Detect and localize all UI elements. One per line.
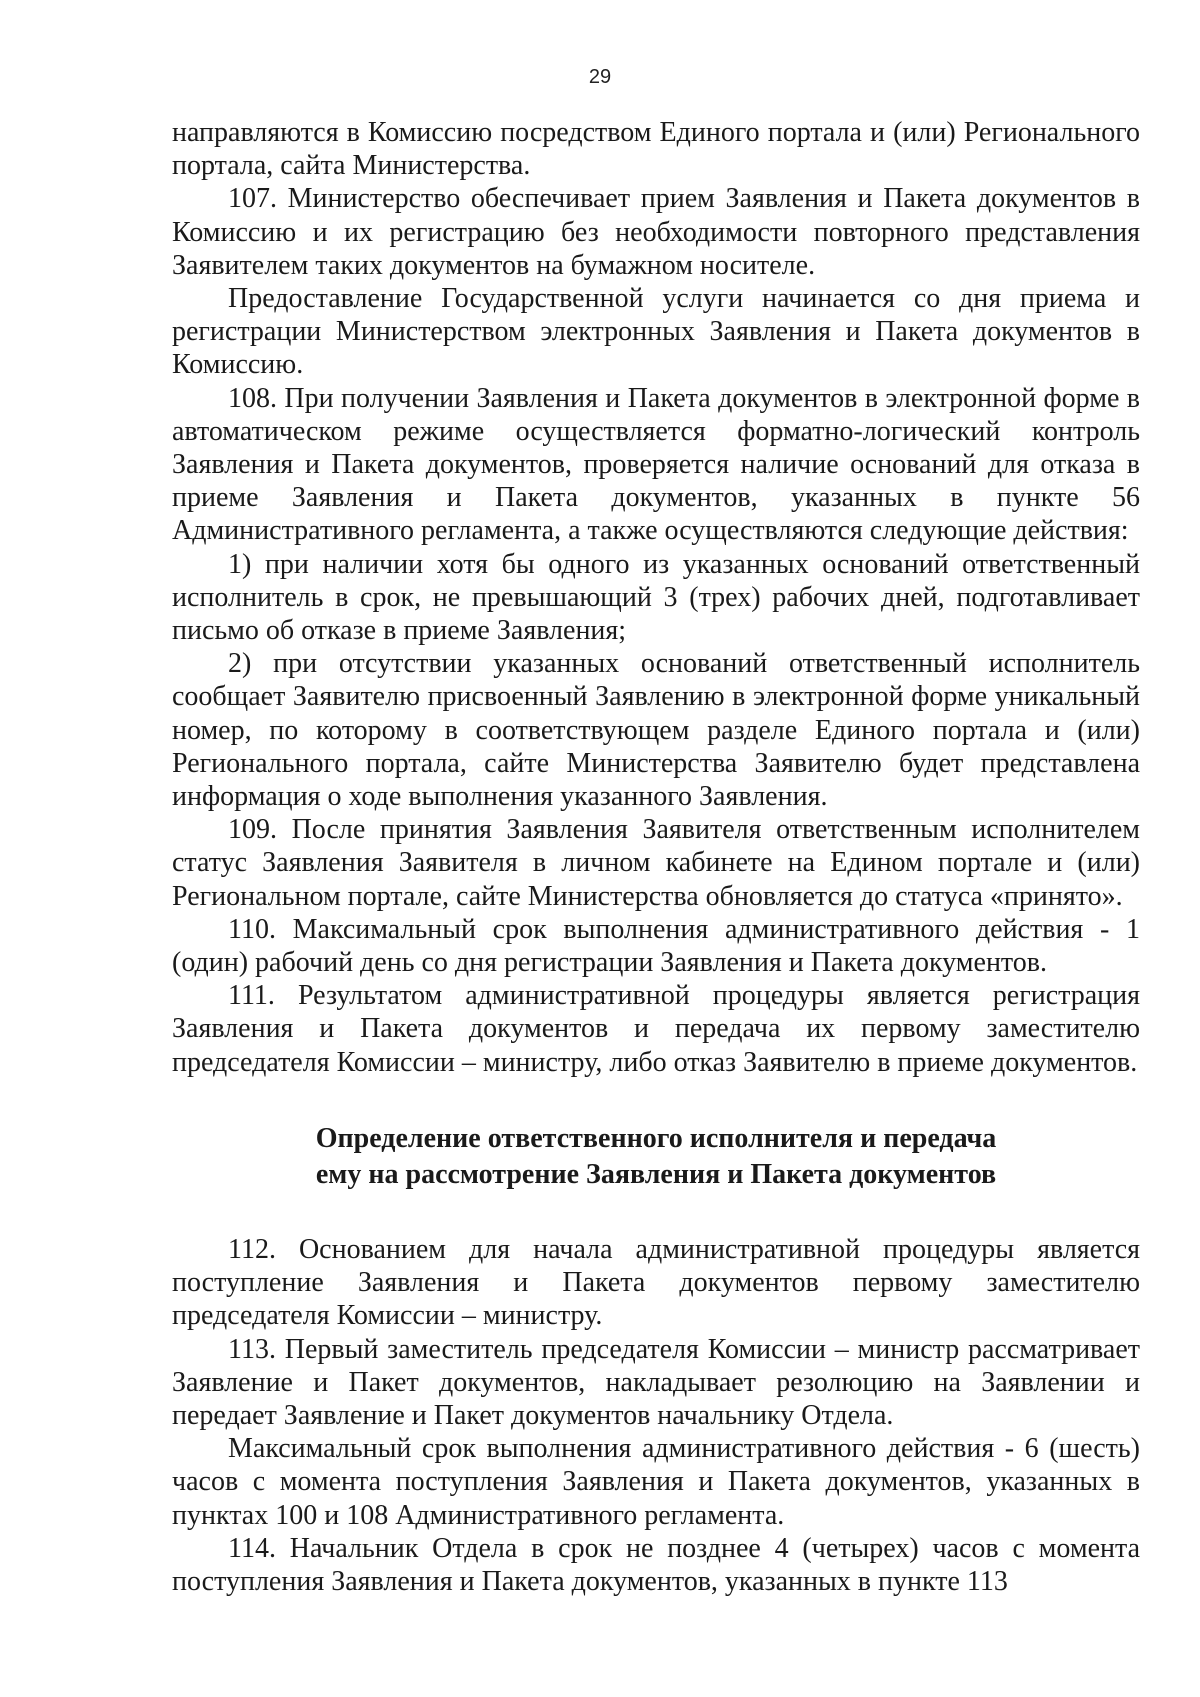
paragraph-111: 111. Результатом административной процедуры является регистрация Заявления и Пакета документов и передача их первому заместителю председателя Комиссии – министру, либо отказ Заявителю в приеме документов.: [172, 980, 1140, 1078]
section-heading-line-1: Определение ответственного исполнителя и передача: [315, 1122, 997, 1154]
section-heading-line-2: ему на рассмотрение Заявления и Пакета документов: [315, 1158, 997, 1190]
paragraph-112: 112. Основанием для начала административной процедуры является поступление Заявления и Пакета документов первому заместителю председателя Комиссии – министру.: [172, 1233, 1140, 1332]
paragraph: направляются в Комиссию посредством Единого портала и (или) Регионального портала, сайта Министерства.: [172, 117, 1140, 182]
paragraph-108: 108. При получении Заявления и Пакета документов в электронной форме в автоматическом режиме осуществляется форматно-логический контроль Заявления и Пакета документов, проверяется наличие оснований для отказа в приеме Заявления и Пакета документов, указанных в пункте 56 Административного регламента, а также осуществляются следующие действия:: [172, 382, 1140, 547]
paragraph-109: 109. После принятия Заявления Заявителя ответственным исполнителем статус Заявления Заявителя в личном кабинете на Едином портале и (или) Региональном портале, сайте Министерства обновляется до статуса «принято».: [172, 814, 1140, 912]
page-number: 29: [588, 66, 612, 88]
section-heading: [172, 1121, 1140, 1193]
paragraph-113: 113. Первый заместитель председателя Комиссии – министр рассматривает Заявление и Пакет документов, накладывает резолюцию на Заявлении и передает Заявление и Пакет документов начальнику Отдела.: [172, 1333, 1140, 1431]
list-item-2: 2) при отсутствии указанных оснований ответственный исполнитель сообщает Заявителю присвоенный Заявлению в электронной форме уникальный номер, по которому в соответствующем разделе Единого портала и (или) Регионального портала, сайте Министерства Заявителю будет представлена информация о ходе выполнения указанного Заявления.: [172, 648, 1140, 813]
paragraph-110: 110. Максимальный срок выполнения административного действия - 1 (один) рабочий день со дня регистрации Заявления и Пакета документов.: [172, 913, 1140, 979]
paragraph: Предоставление Государственной услуги начинается со дня приема и регистрации Министерством электронных Заявления и Пакета документов в Комиссию.: [172, 283, 1140, 381]
list-item-1: 1) при наличии хотя бы одного из указанных оснований ответственный исполнитель в срок, не превышающий 3 (трех) рабочих дней, подготавливает письмо об отказе в приеме Заявления;: [172, 548, 1140, 647]
document-body: [172, 116, 1140, 1598]
paragraph-107: 107. Министерство обеспечивает прием Заявления и Пакета документов в Комиссию и их регистрацию без необходимости повторного представления Заявителем таких документов на бумажном носителе.: [172, 183, 1140, 281]
paragraph: Максимальный срок выполнения административного действия - 6 (шесть) часов с момента поступления Заявления и Пакета документов, указанных в пунктах 100 и 108 Административного регламента.: [172, 1433, 1140, 1531]
paragraph-114: 114. Начальник Отдела в срок не позднее 4 (четырех) часов с момента поступления Заявления и Пакета документов, указанных в пункте 113: [172, 1532, 1140, 1597]
